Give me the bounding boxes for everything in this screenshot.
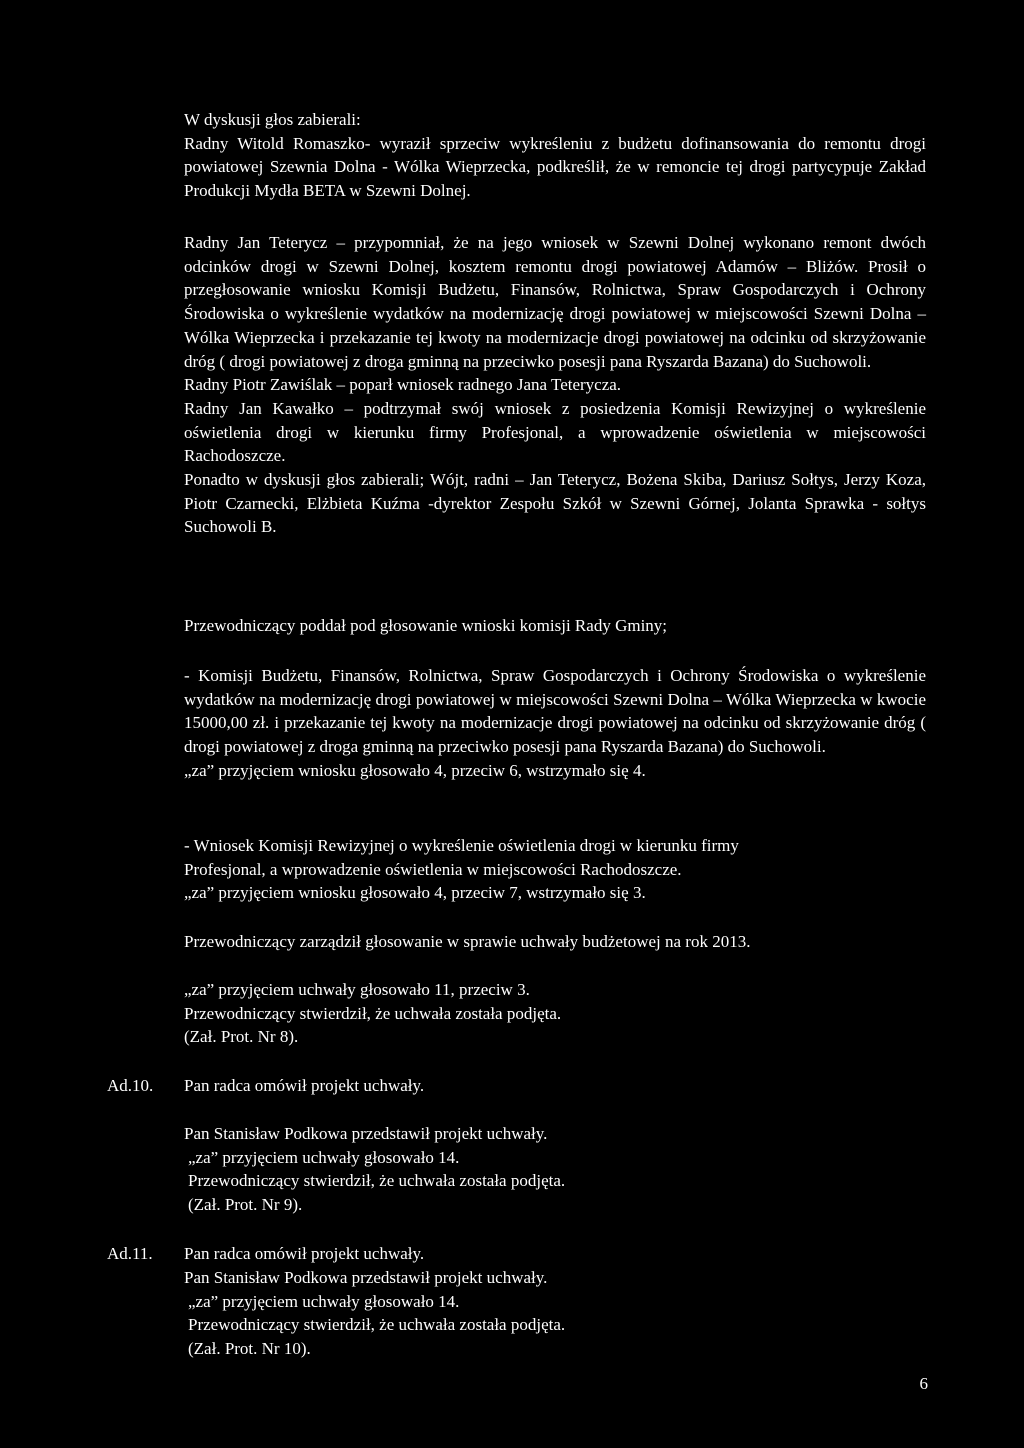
agenda-item-first-line: Pan radca omówił projekt uchwały.	[184, 1244, 425, 1263]
agenda-item-10-body	[184, 1122, 884, 1217]
motion-1-result: „za” przyjęciem wniosku głosowało 4, przeciw 6, wstrzymało się 4.	[184, 760, 646, 780]
agenda-item-adopted: Przewodniczący stwierdził, że uchwała została podjęta.	[188, 1171, 566, 1191]
other-speakers: Ponadto w dyskusji głos zabierali; Wójt, radni – Jan Teterycz, Bożena Skiba, Dariusz Sołtys, Jerzy Koza, Piotr Czarnecki, Elżbieta Kuźma -dyrektor Zespołu Szkół w Szewni Górnej, Jolanta Sprawka - sołtys Suchowoli B.	[184, 470, 926, 537]
agenda-item-number: Ad.11.	[107, 1244, 153, 1263]
teterycz-section	[184, 231, 926, 539]
agenda-item-number: Ad.10.	[107, 1076, 154, 1095]
motion-2-text-line-1: - Wniosek Komisji Rewizyjnej o wykreślenie oświetlenia drogi w kierunku firmy	[184, 836, 739, 855]
budget-vote-result: „za” przyjęciem uchwały głosowało 11, przeciw 3.	[184, 980, 530, 999]
budget-attachment: (Zał. Prot. Nr 8).	[184, 1027, 299, 1047]
motion-2-text-line-2: Profesjonal, a wprowadzenie oświetlenia w miejscowości Rachodoszcze.	[184, 859, 682, 879]
motion-1-block	[184, 664, 926, 783]
agenda-item-first-line: Pan radca omówił projekt uchwały.	[184, 1076, 425, 1095]
kawalko-statement: Radny Jan Kawałko – podtrzymał swój wniosek z posiedzenia Komisji Rewizyjnej o wykreślenie oświetlenia drogi w kierunku firmy Profesjonal, a wprowadzenie oświetlenia w miejscowości Rachodoszcze.	[184, 398, 926, 466]
romaszko-statement: Radny Witold Romaszko- wyraził sprzeciw wykreśleniu z budżetu dofinansowania do remontu drogi powiatowej Szewnia Dolna - Wólka Wieprzecka, podkreślił, że w remoncie tej drogi partycypuje Zakład Produkcji Mydła BETA w Szewni Dolnej.	[184, 133, 926, 201]
voting-intro: Przewodniczący poddał pod głosowanie wnioski komisji Rady Gminy;	[184, 616, 668, 635]
agenda-item-attachment: (Zał. Prot. Nr 9).	[188, 1195, 303, 1215]
budget-vote-call: Przewodniczący zarządził głosowanie w sprawie uchwały budżetowej na rok 2013.	[184, 932, 751, 951]
agenda-item-attachment: (Zał. Prot. Nr 10).	[188, 1339, 311, 1359]
agenda-item-presenter: Pan Stanisław Podkowa przedstawił projekt uchwały.	[184, 1124, 548, 1143]
zawislak-statement: Radny Piotr Zawiślak – poparł wniosek radnego Jana Teterycza.	[184, 375, 622, 395]
budget-adopted: Przewodniczący stwierdził, że uchwała została podjęta.	[184, 1003, 562, 1023]
agenda-item-presenter: Pan Stanisław Podkowa przedstawił projekt uchwały.	[184, 1268, 548, 1287]
agenda-item-10-header	[107, 1074, 927, 1098]
agenda-item-11-body	[184, 1266, 884, 1361]
voting-intro-block	[184, 614, 926, 638]
agenda-item-vote-result: „za” przyjęciem uchwały głosowało 14.	[188, 1147, 460, 1167]
motion-2-block	[184, 834, 926, 905]
discussion-section	[184, 108, 926, 203]
agenda-item-vote-result: „za” przyjęciem uchwały głosowało 14.	[188, 1291, 460, 1311]
motion-1-text: - Komisji Budżetu, Finansów, Rolnictwa, Spraw Gospodarczych i Ochrony Środowiska o wykreślenie wydatków na modernizację drogi powiatowej w miejscowości Szewni Dolna – Wólka Wieprzecka w kwocie 15000,00 zł. i przekazanie tej kwoty na modernizacje drogi powiatowej na odcinku od skrzyżowanie dróg ( drogi powiatowej z droga gminną na przeciwko posesji pana Ryszarda Bazana) do Suchowoli.	[184, 666, 926, 757]
budget-vote-block	[184, 930, 926, 954]
budget-result-block	[184, 978, 926, 1049]
agenda-item-adopted: Przewodniczący stwierdził, że uchwała została podjęta.	[188, 1315, 566, 1335]
agenda-item-11-header	[107, 1242, 927, 1266]
discussion-heading: W dyskusji głos zabierali:	[184, 110, 361, 129]
teterycz-statement: Radny Jan Teterycz – przypomniał, że na jego wniosek w Szewni Dolnej wykonano remont dwóch odcinków drogi w Szewni Dolnej, kosztem remontu drogi powiatowej Adamów – Bliżów. Prosił o przegłosowanie wniosku Komisji Budżetu, Finansów, Rolnictwa, Spraw Gospodarczych i Ochrony Środowiska o wykreślenie wydatków na modernizację drogi powiatowej w miejscowości Szewni Dolna – Wólka Wieprzecka i przekazanie tej kwoty na modernizacje drogi powiatowej na odcinku od skrzyżowanie dróg ( drogi powiatowej z droga gminną na przeciwko posesji pana Ryszarda Bazana) do Suchowoli.	[184, 233, 926, 371]
page-number: 6	[919, 1374, 928, 1393]
motion-2-result: „za” przyjęciem wniosku głosowało 4, przeciw 7, wstrzymało się 3.	[184, 883, 646, 903]
